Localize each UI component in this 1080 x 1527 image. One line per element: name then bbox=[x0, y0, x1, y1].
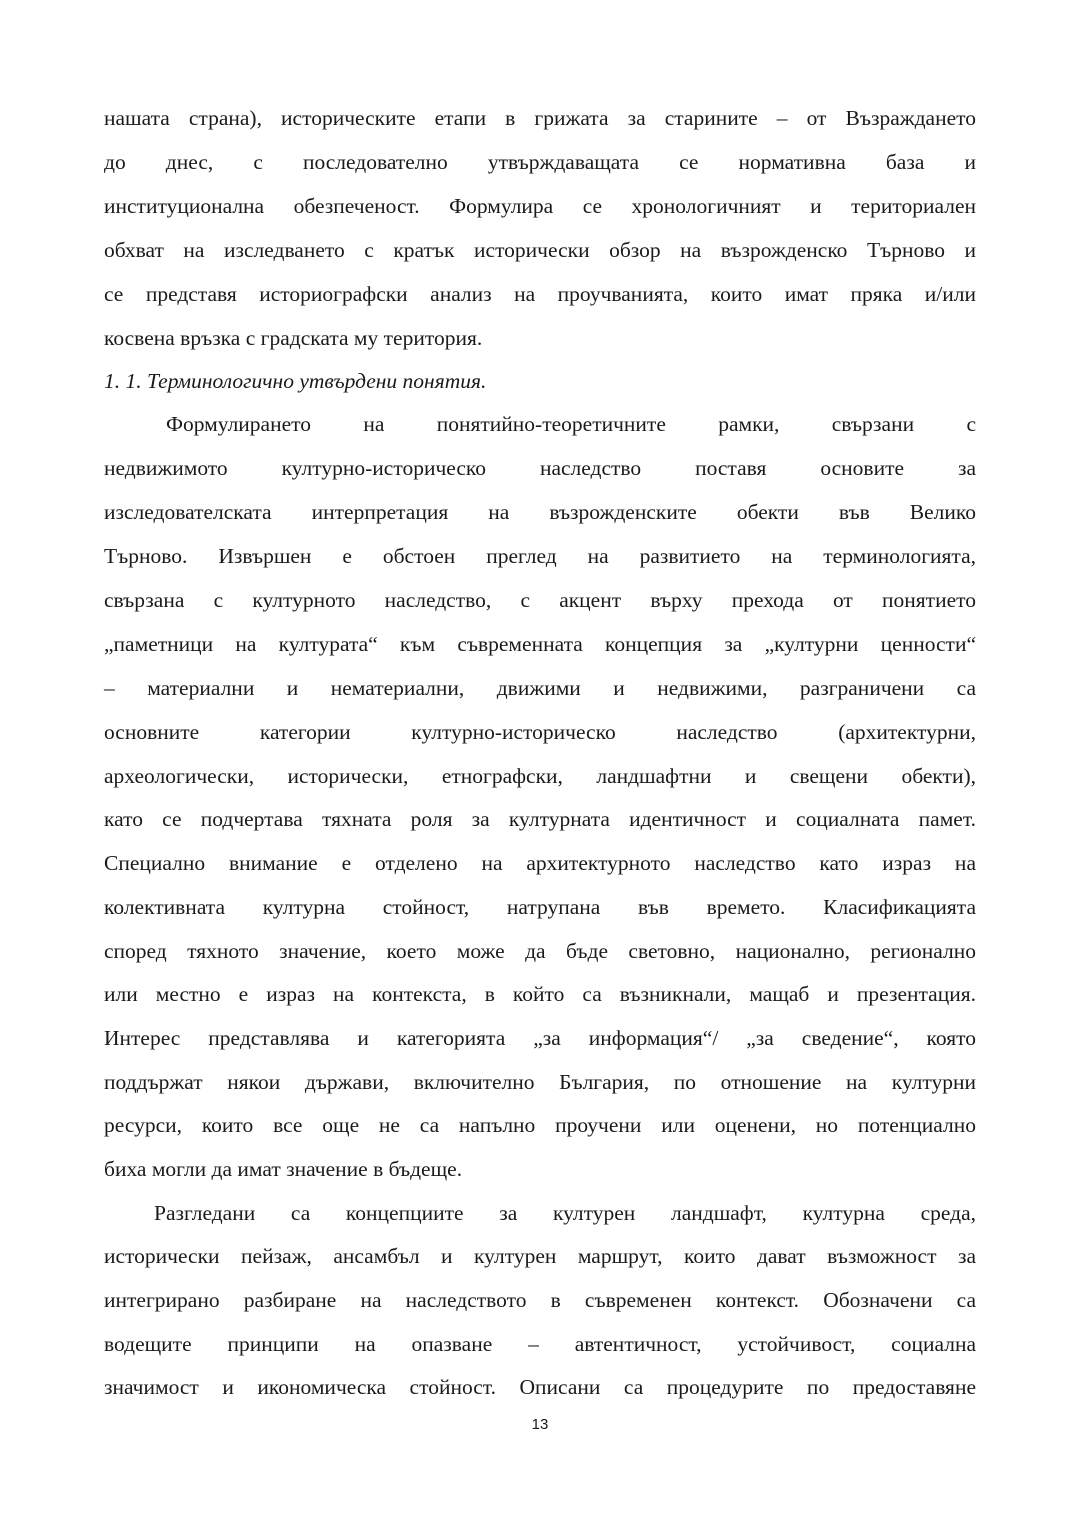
text-line: Интерес представлява и категорията „за информация“/ „за сведение“, която bbox=[104, 1026, 976, 1050]
section-heading: 1. 1. Терминологично утвърдени понятия. bbox=[104, 369, 487, 393]
text-line: водещите принципи на опазване – автентичност, устойчивост, социална bbox=[104, 1332, 976, 1356]
text-line: „паметници на културата“ към съвременната концепция за „културни ценности“ bbox=[104, 632, 976, 656]
text-line: институционална обезпеченост. Формулира се хронологичният и териториален bbox=[104, 194, 976, 218]
text-line: Търново. Извършен е обстоен преглед на развитието на терминологията, bbox=[104, 544, 976, 568]
page-number: 13 bbox=[531, 1416, 549, 1433]
text-line: изследователската интерпретация на възрожденските обекти във Велико bbox=[104, 500, 976, 524]
text-line: археологически, исторически, етнографски, ландшафтни и свещени обекти), bbox=[104, 764, 976, 788]
text-line: Разгледани са концепциите за културен ландшафт, културна среда, bbox=[154, 1201, 976, 1225]
text-line: свързана с културното наследство, с акцент върху прехода от понятието bbox=[104, 588, 976, 612]
text-line: се представя историографски анализ на проучванията, които имат пряка и/или bbox=[104, 282, 976, 306]
text-line: значимост и икономическа стойност. Описани са процедурите по предоставяне bbox=[104, 1375, 976, 1399]
text-line: като се подчертава тяхната роля за културната идентичност и социалната памет. bbox=[104, 807, 976, 831]
text-line: косвена връзка с градската му територия. bbox=[104, 326, 483, 350]
text-line: Специално внимание е отделено на архитектурното наследство като израз на bbox=[104, 851, 976, 875]
text-line: поддържат някои държави, включително България, по отношение на културни bbox=[104, 1070, 976, 1094]
text-line: до днес, с последователно утвърждаващата се нормативна база и bbox=[104, 150, 976, 174]
text-line: според тяхното значение, което може да бъде световно, национално, регионално bbox=[104, 939, 976, 963]
text-line: – материални и нематериални, движими и недвижими, разграничени са bbox=[104, 676, 976, 700]
text-line: колективната културна стойност, натрупана във времето. Класификацията bbox=[104, 895, 976, 919]
text-line: или местно е израз на контекста, в който са възникнали, мащаб и презентация. bbox=[104, 982, 976, 1006]
text-line: исторически пейзаж, ансамбъл и културен маршрут, които дават възможност за bbox=[104, 1244, 976, 1268]
text-line: основните категории културно-историческо наследство (архитектурни, bbox=[104, 720, 976, 744]
text-line: недвижимото културно-историческо наследство поставя основите за bbox=[104, 456, 976, 480]
text-line: интегрирано разбиране на наследството в съвременен контекст. Обозначени са bbox=[104, 1288, 976, 1312]
text-line: биха могли да имат значение в бъдеще. bbox=[104, 1157, 463, 1181]
text-line: обхват на изследването с кратък исторически обзор на възрожденско Търново и bbox=[104, 238, 976, 262]
text-line: ресурси, които все още не са напълно проучени или оценени, но потенциално bbox=[104, 1113, 976, 1137]
text-line: нашата страна), историческите етапи в грижата за старините – от Възраждането bbox=[104, 106, 976, 130]
text-line: Формулирането на понятийно-теоретичните рамки, свързани с bbox=[166, 412, 976, 436]
